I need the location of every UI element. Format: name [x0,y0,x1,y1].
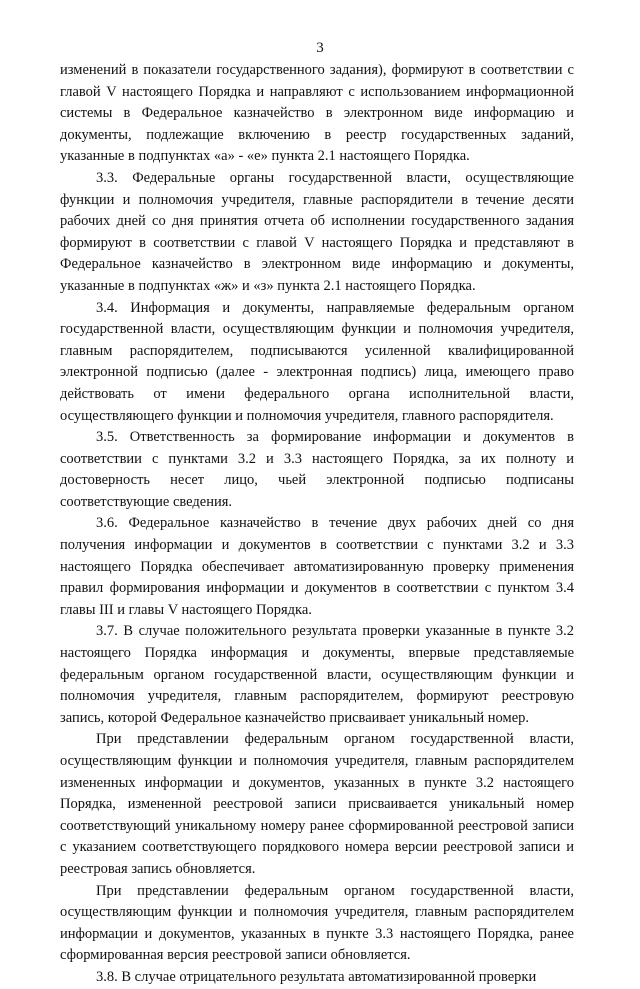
paragraph-record-update: При представлении федеральным органом государственной власти, осуществляющим функции и полномочия учредителя, главным распорядителем информации и документов, указанных в пункте 3.3 настоящего Порядка, ранее сформированная версия реестровой записи обновляется. [60,882,574,964]
paragraph-3-3: 3.3. Федеральные органы государственной власти, осуществляющие функции и полномочия учредителя, главные распорядители в течение десяти рабочих дней со дня принятия отчета об исполнении государственного задания формируют в соответствии с главой V настоящего Порядка и представляют в Федеральное казначейство в электронном виде информацию и документы, указанные в подпунктах «ж» и «з» пункта 2.1 настоящего Порядка. [60,169,574,294]
paragraph-3-4: 3.4. Информация и документы, направляемые федеральным органом государственной власти, осуществляющим функции и полномочия учредителя, главным распорядителем, подписываются усиленной квалифицированной электронной подписью (далее - электронная подпись) лица, имеющего право действовать от имени федерального органа исполнительной власти, осуществляющего функции и полномочия учредителя, главного распорядителя. [60,299,574,424]
paragraph-3-6: 3.6. Федеральное казначейство в течение двух рабочих дней со дня получения информации и документов в соответствии с пунктами 3.2 и 3.3 настоящего Порядка обеспечивает автоматизированную проверку применения правил формирования информации и документов в соответствии с пунктом 3.4 главы III и главы V настоящего Порядка. [60,515,574,618]
page-number: 3 [316,40,324,56]
paragraph-continuation: изменений в показатели государственного задания), формируют в соответствии с главой V настоящего Порядка и направляют с использованием информационной системы в Федеральное казначейство в электронном виде информацию и документы, подлежащие включению в реестр государственных заданий, указанные в подпунктах «а» - «е» пункта 2.1 настоящего Порядка. [60,62,574,165]
paragraph-3-7: 3.7. В случае положительного результата проверки указанные в пункте 3.2 настоящего Порядка информация и документы, впервые представляемые федеральным органом государственной власти, осуществляющим функции и полномочия учредителя, главным распорядителем, формируют реестровую запись, которой Федеральное казначейство присваивает уникальный номер. [60,623,574,726]
document-body [60,60,574,989]
paragraph-3-8: 3.8. В случае отрицательного результата автоматизированной проверки [96,968,537,985]
paragraph-changed-record: При представлении федеральным органом государственной власти, осуществляющим функции и полномочия учредителя, главным распорядителем измененных информации и документов, указанных в пункте 3.2 настоящего Порядка, измененной реестровой записи присваивается уникальный номер соответствующий уникальному номеру ранее сформированной реестровой записи с указанием соответствующего порядкового номера версии реестровой записи и реестровая запись обновляется. [60,731,574,877]
paragraph-3-5: 3.5. Ответственность за формирование информации и документов в соответствии с пунктами 3.2 и 3.3 настоящего Порядка, за их полноту и достоверность несет лицо, чьей электронной подписью подписаны соответствующие сведения. [60,429,574,510]
